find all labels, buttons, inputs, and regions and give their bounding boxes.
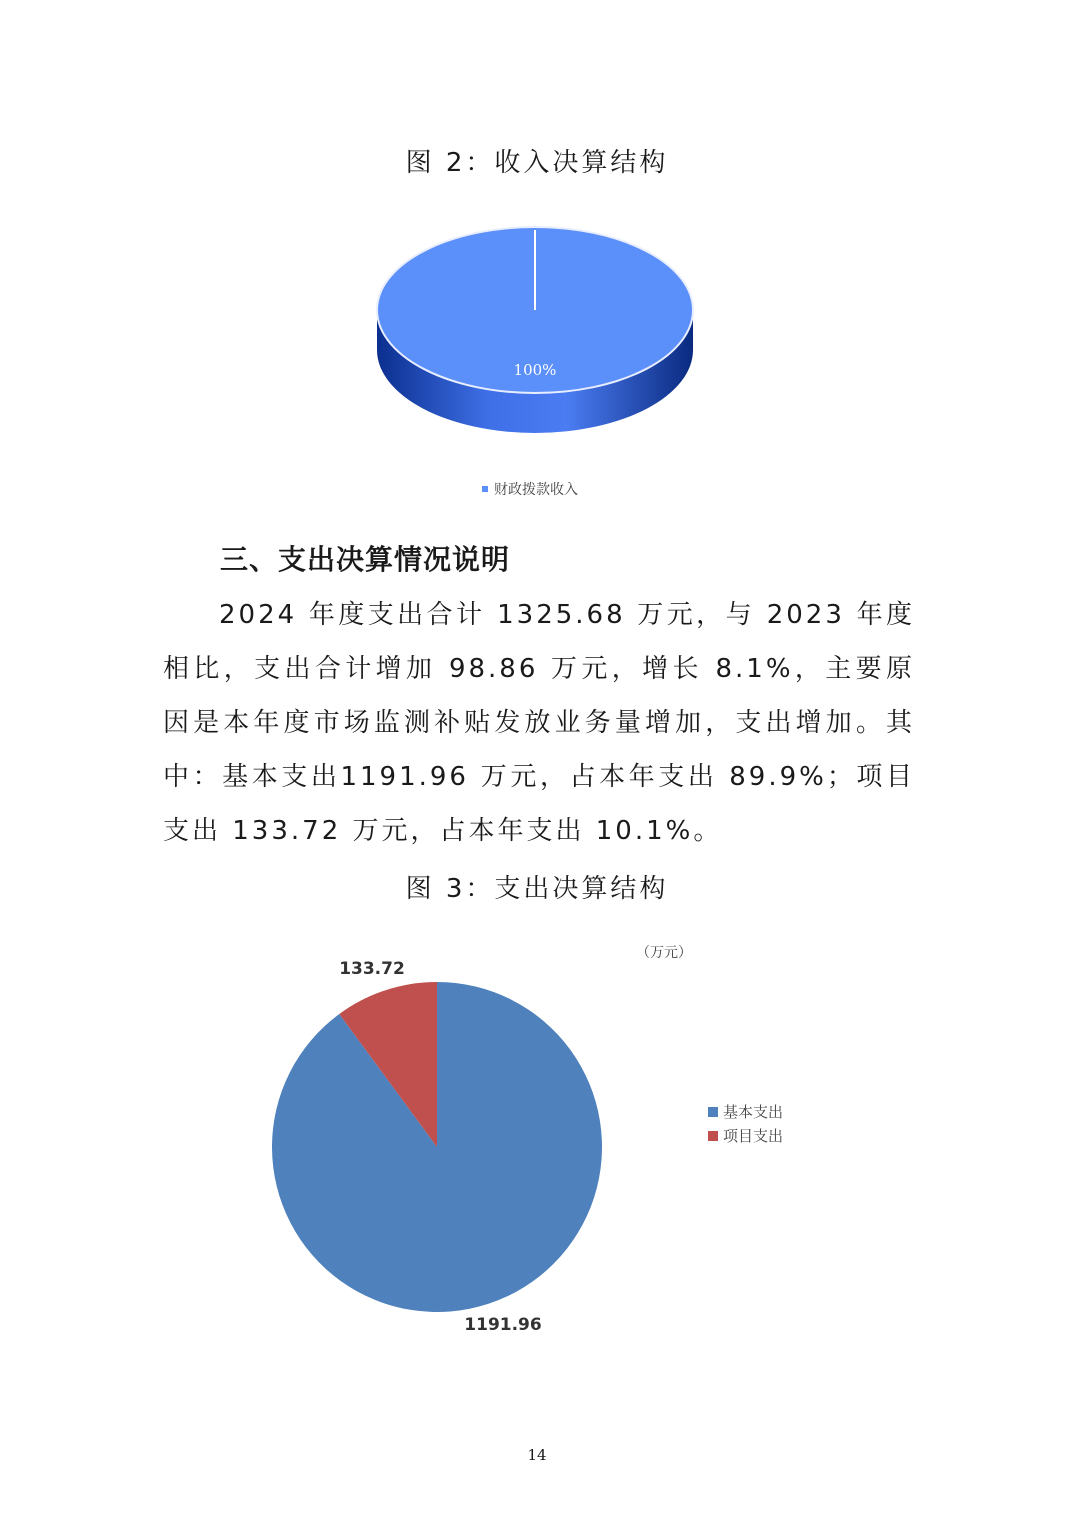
pie-data-label-project: 133.72 <box>339 959 405 979</box>
paragraph-text: 2024 年度支出合计 1325.68 万元，与 2023 年度相比，支出合计增加 98.86 万元，增长 8.1%，主要原因是本年度市场监测补贴发放业务量增加，支出增加。其中：基本支出1191.96 万元，占本年支出 89.9%；项目支出 133.72 万元，占本年支出 10.1%。 <box>163 600 915 846</box>
legend-label-basic: 基本支出 <box>723 1103 784 1121</box>
body-paragraph <box>163 588 915 858</box>
figure-3-pie-chart <box>250 950 830 1350</box>
pie-data-label: 100% <box>513 361 557 379</box>
legend-swatch-project <box>708 1131 718 1141</box>
figure-3-caption: 图 3：支出决算结构 <box>405 874 669 904</box>
page-number: 14 <box>527 1446 547 1464</box>
figure-2-pie-chart <box>360 215 710 515</box>
figure-2-caption: 图 2：收入决算结构 <box>405 148 669 178</box>
legend-label-fiscal: 财政拨款收入 <box>494 482 578 498</box>
unit-label: （万元） <box>636 945 692 961</box>
legend-label-project: 项目支出 <box>723 1127 784 1145</box>
legend-swatch-basic <box>708 1107 718 1117</box>
section-heading: 三、支出决算情况说明 <box>220 543 511 576</box>
pie-data-label-basic: 1191.96 <box>464 1315 542 1335</box>
legend-swatch-fiscal <box>482 486 488 492</box>
